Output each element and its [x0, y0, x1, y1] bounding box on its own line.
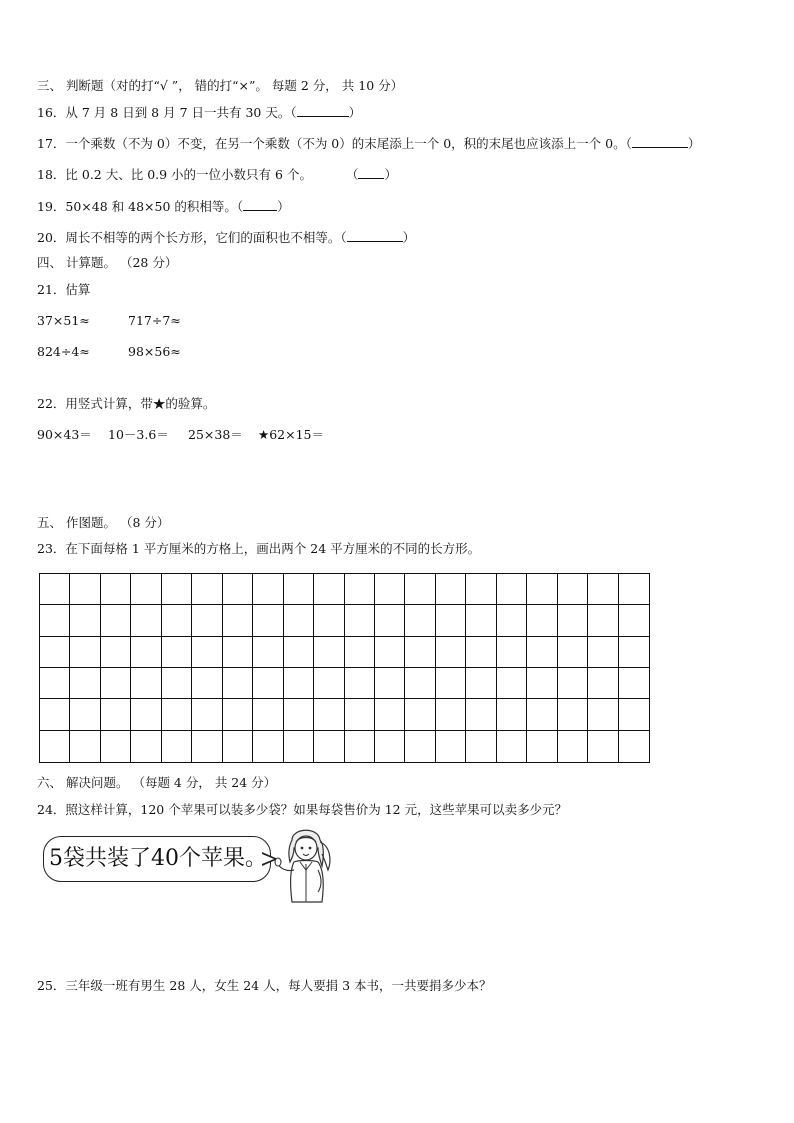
drawing-grid[interactable]: [39, 573, 650, 763]
grid-cell[interactable]: [527, 668, 557, 699]
grid-cell[interactable]: [223, 731, 253, 762]
grid-cell[interactable]: [527, 605, 557, 636]
question-19: [37, 198, 290, 215]
grid-cell[interactable]: [223, 699, 253, 730]
grid-cell[interactable]: [375, 605, 405, 636]
grid-cell[interactable]: [253, 574, 283, 605]
grid-cell[interactable]: [223, 574, 253, 605]
grid-cell[interactable]: [40, 731, 70, 762]
grid-cell[interactable]: [284, 637, 314, 668]
question-23: 23．在下面每格 1 平方厘米的方格上，画出两个 24 平方厘米的不同的长方形。: [37, 541, 481, 556]
grid-cell[interactable]: [497, 605, 527, 636]
grid-cell[interactable]: [345, 668, 375, 699]
question-20: [37, 229, 415, 246]
grid-cell[interactable]: [284, 731, 314, 762]
grid-cell[interactable]: [70, 699, 100, 730]
grid-cell[interactable]: [70, 605, 100, 636]
grid-cell[interactable]: [436, 668, 466, 699]
grid-cell[interactable]: [588, 637, 618, 668]
vertical-calc-2: 10－3.6＝: [108, 427, 169, 442]
grid-cell[interactable]: [436, 637, 466, 668]
grid-cell[interactable]: [40, 668, 70, 699]
grid-cell[interactable]: [527, 699, 557, 730]
grid-cell[interactable]: [70, 637, 100, 668]
question-16: [37, 104, 361, 121]
grid-cell[interactable]: [466, 668, 496, 699]
grid-cell[interactable]: [497, 574, 527, 605]
question-18-open: （: [345, 167, 359, 182]
section-4-heading: 四、 计算题。 （28 分）: [37, 255, 178, 270]
grid-cell[interactable]: [405, 699, 435, 730]
estimate-1: 37×51≈: [37, 313, 90, 328]
grid-cell[interactable]: [497, 637, 527, 668]
estimate-3: 824÷4≈: [37, 344, 90, 359]
grid-cell[interactable]: [345, 699, 375, 730]
grid-cell[interactable]: [192, 605, 222, 636]
speech-bubble-text: 5袋共装了40个苹果。: [49, 846, 267, 871]
question-19-close: ）: [277, 199, 290, 214]
grid-cell[interactable]: [558, 731, 588, 762]
grid-cell[interactable]: [497, 731, 527, 762]
grid-cell[interactable]: [253, 605, 283, 636]
grid-cell[interactable]: [253, 668, 283, 699]
section-5-heading: 五、 作图题。 （8 分）: [37, 515, 170, 530]
grid-cell[interactable]: [314, 637, 344, 668]
grid-cell[interactable]: [223, 668, 253, 699]
grid-cell[interactable]: [40, 637, 70, 668]
grid-cell[interactable]: [131, 731, 161, 762]
grid-cell[interactable]: [101, 605, 131, 636]
grid-cell[interactable]: [40, 605, 70, 636]
grid-cell[interactable]: [527, 731, 557, 762]
grid-cell[interactable]: [192, 668, 222, 699]
grid-cell[interactable]: [588, 605, 618, 636]
grid-cell[interactable]: [70, 731, 100, 762]
grid-cell[interactable]: [558, 574, 588, 605]
grid-cell[interactable]: [436, 699, 466, 730]
grid-cell[interactable]: [101, 668, 131, 699]
grid-cell[interactable]: [375, 637, 405, 668]
question-22: 22．用竖式计算，带★的验算。: [37, 396, 216, 411]
grid-cell[interactable]: [284, 605, 314, 636]
question-24: 24．照这样计算，120 个苹果可以装多少袋？如果每袋售价为 12 元，这些苹果可以卖多少元？: [37, 802, 568, 817]
question-18: [37, 166, 397, 183]
grid-cell[interactable]: [619, 605, 649, 636]
grid-cell[interactable]: [345, 605, 375, 636]
grid-cell[interactable]: [162, 605, 192, 636]
grid-cell[interactable]: [345, 574, 375, 605]
grid-cell[interactable]: [131, 605, 161, 636]
grid-cell[interactable]: [619, 668, 649, 699]
question-20-text: 20．周长不相等的两个长方形，它们的面积也不相等。（: [37, 230, 347, 245]
grid-cell[interactable]: [192, 574, 222, 605]
section-6-heading: 六、 解决问题。 （每题 4 分， 共 24 分）: [37, 775, 277, 790]
answer-blank-18[interactable]: [358, 166, 384, 179]
grid-cell[interactable]: [466, 699, 496, 730]
question-16-text: 16．从 7 月 8 日到 8 月 7 日一共有 30 天。（: [37, 105, 297, 120]
grid-cell[interactable]: [375, 574, 405, 605]
grid-cell[interactable]: [101, 731, 131, 762]
grid-cell[interactable]: [436, 605, 466, 636]
grid-cell[interactable]: [192, 637, 222, 668]
question-21: 21．估算: [37, 282, 91, 297]
grid-cell[interactable]: [70, 668, 100, 699]
grid-cell[interactable]: [405, 574, 435, 605]
grid-cell[interactable]: [162, 668, 192, 699]
grid-cell[interactable]: [588, 699, 618, 730]
grid-cell[interactable]: [558, 699, 588, 730]
grid-cell[interactable]: [619, 699, 649, 730]
grid-cell[interactable]: [466, 637, 496, 668]
grid-cell[interactable]: [375, 731, 405, 762]
question-17-close: ）: [687, 136, 701, 151]
grid-cell[interactable]: [558, 605, 588, 636]
grid-cell[interactable]: [588, 574, 618, 605]
grid-cell[interactable]: [405, 731, 435, 762]
grid-cell[interactable]: [192, 731, 222, 762]
grid-cell[interactable]: [253, 699, 283, 730]
question-17-text: 17．一个乘数（不为 0）不变，在另一个乘数（不为 0）的末尾添上一个 0，积的末尾也应该添上一个 0。（: [37, 136, 632, 151]
grid-cell[interactable]: [223, 637, 253, 668]
grid-cell[interactable]: [558, 668, 588, 699]
girl-illustration-icon: [272, 826, 342, 904]
grid-cell[interactable]: [131, 637, 161, 668]
grid-cell[interactable]: [162, 637, 192, 668]
section-3-heading: 三、 判断题（对的打“√ ”， 错的打“×”。 每题 2 分， 共 10 分）: [37, 78, 404, 93]
grid-cell[interactable]: [162, 731, 192, 762]
question-16-close: ）: [348, 105, 362, 120]
grid-cell[interactable]: [466, 605, 496, 636]
estimate-2: 717÷7≈: [128, 313, 181, 328]
grid-cell[interactable]: [314, 574, 344, 605]
grid-cell[interactable]: [192, 699, 222, 730]
vertical-calc-1: 90×43＝: [37, 427, 92, 442]
grid-cell[interactable]: [527, 637, 557, 668]
grid-cell[interactable]: [284, 699, 314, 730]
answer-blank-17[interactable]: [632, 135, 688, 148]
grid-cell[interactable]: [223, 605, 253, 636]
grid-cell[interactable]: [284, 574, 314, 605]
grid-cell[interactable]: [162, 574, 192, 605]
grid-cell[interactable]: [497, 668, 527, 699]
grid-cell[interactable]: [405, 668, 435, 699]
grid-cell[interactable]: [588, 668, 618, 699]
grid-cell[interactable]: [162, 699, 192, 730]
grid-cell[interactable]: [436, 731, 466, 762]
grid-cell[interactable]: [253, 731, 283, 762]
grid-cell[interactable]: [314, 731, 344, 762]
grid-cell[interactable]: [253, 637, 283, 668]
grid-cell[interactable]: [314, 668, 344, 699]
question-19-text: 19．50×48 和 48×50 的积相等。（: [37, 199, 244, 214]
grid-cell[interactable]: [70, 574, 100, 605]
grid-cell[interactable]: [619, 574, 649, 605]
grid-cell[interactable]: [466, 731, 496, 762]
answer-blank-19[interactable]: [243, 198, 277, 211]
question-17: [37, 135, 700, 152]
vertical-calc-4: ★62×15＝: [258, 427, 324, 442]
question-18-close: ）: [384, 167, 397, 182]
grid-cell[interactable]: [345, 731, 375, 762]
grid-cell[interactable]: [101, 574, 131, 605]
grid-cell[interactable]: [40, 574, 70, 605]
grid-cell[interactable]: [619, 637, 649, 668]
grid-cell[interactable]: [375, 668, 405, 699]
answer-blank-16[interactable]: [297, 104, 349, 117]
grid-cell[interactable]: [588, 731, 618, 762]
vertical-calc-3: 25×38＝: [188, 427, 243, 442]
grid-cell[interactable]: [314, 605, 344, 636]
grid-cell[interactable]: [527, 574, 557, 605]
grid-cell[interactable]: [436, 574, 466, 605]
grid-cell[interactable]: [131, 668, 161, 699]
grid-cell[interactable]: [497, 699, 527, 730]
grid-cell[interactable]: [131, 574, 161, 605]
question-25: 25．三年级一班有男生 28 人，女生 24 人，每人要捐 3 本书，一共要捐多少本？: [37, 978, 492, 993]
grid-cell[interactable]: [314, 699, 344, 730]
grid-cell[interactable]: [619, 731, 649, 762]
grid-cell[interactable]: [101, 699, 131, 730]
estimate-4: 98×56≈: [128, 344, 181, 359]
grid-cell[interactable]: [405, 637, 435, 668]
question-18-text: 18．比 0.2 大、比 0.9 小的一位小数只有 6 个。: [37, 167, 312, 182]
grid-cell[interactable]: [284, 668, 314, 699]
answer-blank-20[interactable]: [347, 229, 403, 242]
grid-cell[interactable]: [558, 637, 588, 668]
grid-cell[interactable]: [466, 574, 496, 605]
grid-cell[interactable]: [345, 637, 375, 668]
grid-cell[interactable]: [131, 699, 161, 730]
grid-cell[interactable]: [375, 699, 405, 730]
grid-cell[interactable]: [405, 605, 435, 636]
grid-cell[interactable]: [101, 637, 131, 668]
question-20-close: ）: [402, 230, 416, 245]
grid-cell[interactable]: [40, 699, 70, 730]
